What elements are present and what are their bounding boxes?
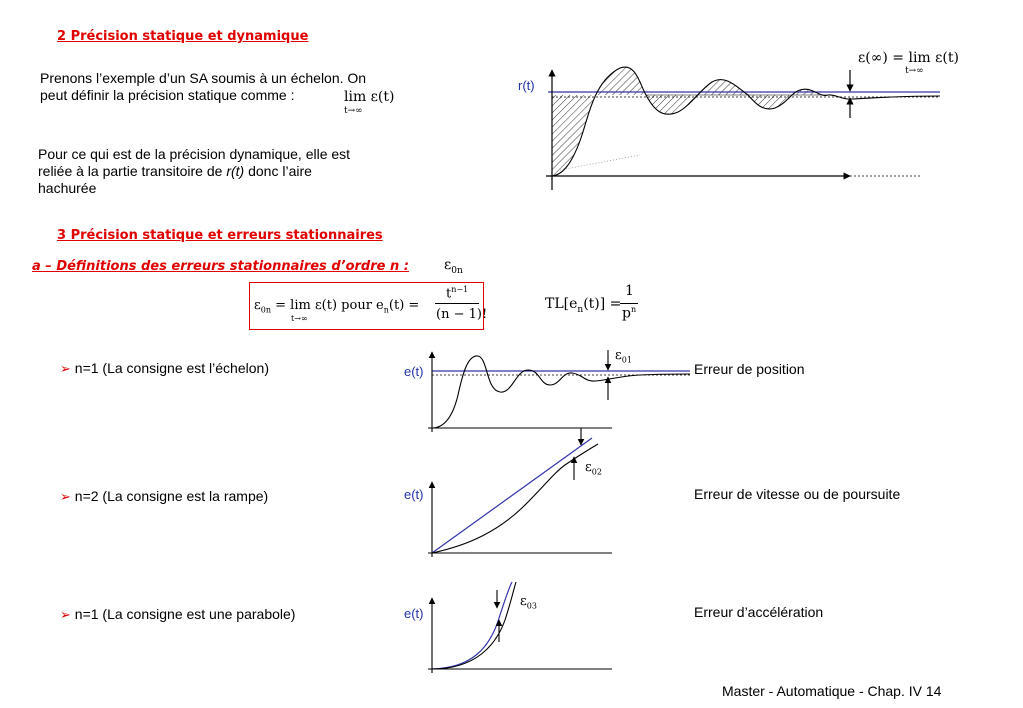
laplace-fraction-bar (620, 303, 638, 304)
case1-epsilon-symbol: ε (615, 348, 622, 363)
laplace-denominator (622, 305, 636, 322)
formula-numerator (446, 285, 468, 301)
formula-fraction-bar (435, 303, 479, 304)
subtitle-epsilon (444, 257, 463, 276)
case1-item (60, 360, 269, 377)
para2-line3: hachurée (38, 180, 97, 196)
laplace-numerator: 1 (625, 283, 634, 299)
case1-chart (428, 350, 690, 432)
case3-bullet-icon: ➢ (60, 607, 71, 622)
case3-epsilon-symbol: ε (520, 594, 527, 609)
formula-num-sup: n−1 (451, 285, 469, 294)
tl-sub: n (577, 304, 584, 315)
case3-item (60, 606, 295, 623)
case2-setpoint-ramp (432, 438, 592, 553)
top-chart-annotation-sub: t→∞ (905, 66, 924, 76)
case2-epsilon (585, 460, 602, 477)
case2-chart (428, 428, 612, 557)
para2-line1: Pour ce qui est de la précision dynamique, elle est (38, 146, 351, 162)
formula-t-eq: (t) = (388, 298, 420, 313)
case1-epsilon (615, 348, 632, 365)
case2-response-curve (432, 444, 598, 553)
case1-epsilon-sub: 01 (621, 355, 632, 365)
case2-ylabel: e(t) (404, 487, 424, 502)
formula-epsilon-sub: 0n (260, 305, 271, 315)
case2-bullet-icon: ➢ (60, 489, 71, 504)
para2-line2a: reliée à la partie transitoire de (38, 163, 227, 179)
formula-lim-sub: t→∞ (291, 314, 308, 323)
formula-mid: = lim ε(t) pour e (275, 298, 384, 313)
case1-text: n=1 (La consigne est l’échelon) (74, 360, 269, 376)
case2-epsilon-sub: 02 (591, 467, 602, 477)
case1-bullet-icon: ➢ (60, 361, 71, 376)
footer: Master - Automatique - Chap. IV 14 (722, 683, 942, 699)
subtitle-epsilon-symbol: ε (444, 257, 452, 273)
tl-left: TL[e (545, 296, 578, 312)
lim-formula: lim ε(t) (344, 89, 395, 105)
para1-line1: Prenons l’exemple d’un SA soumis à un échelon. On (40, 70, 367, 86)
case3-ylabel: e(t) (404, 606, 424, 621)
case3-setpoint-parabola (432, 582, 512, 669)
error-definition-formula (254, 298, 419, 315)
case2-item (60, 488, 268, 505)
case3-text: n=1 (La consigne est une parabole) (74, 606, 296, 622)
laplace-den: p (622, 305, 631, 322)
top-chart-hatched-area (552, 67, 646, 176)
case3-epsilon-sub: 03 (526, 601, 537, 611)
case1-ylabel: e(t) (404, 364, 424, 379)
top-chart-ylabel: r(t) (518, 78, 535, 93)
case1-response-curve (432, 356, 690, 428)
para2-line2c: donc l’aire (244, 163, 312, 179)
tl-right: (t)] = (583, 296, 622, 312)
formula-denominator: (n − 1)! (436, 307, 488, 322)
laplace-den-sup: n (630, 305, 637, 314)
para2-rt: r(t) (226, 163, 245, 179)
case2-text: n=2 (La consigne est la rampe) (74, 488, 269, 504)
top-chart-annotation: ε(∞) = lim ε(t) (858, 50, 959, 66)
case3-epsilon (520, 594, 537, 611)
formula-num: t (446, 286, 452, 302)
case2-epsilon-symbol: ε (585, 460, 592, 475)
case2-description: Erreur de vitesse ou de poursuite (694, 486, 901, 502)
formula-n-sub: n (383, 305, 389, 315)
top-chart (546, 67, 940, 190)
formula-epsilon: ε (254, 298, 261, 313)
case1-description: Erreur de position (694, 361, 805, 377)
laplace-formula (545, 296, 621, 315)
section-3-title: 3 Précision statique et erreurs stationnaires (57, 228, 383, 243)
para1-line2-text: peut définir la précision statique comme : (40, 87, 295, 103)
definitions-subtitle: a – Définitions des erreurs stationnaires d’ordre n : (32, 259, 409, 274)
section-2-title: 2 Précision statique et dynamique (57, 29, 309, 44)
lim-subscript: t→∞ (344, 106, 363, 116)
subtitle-epsilon-sub: 0n (451, 265, 463, 276)
case3-description: Erreur d’accélération (694, 604, 824, 620)
